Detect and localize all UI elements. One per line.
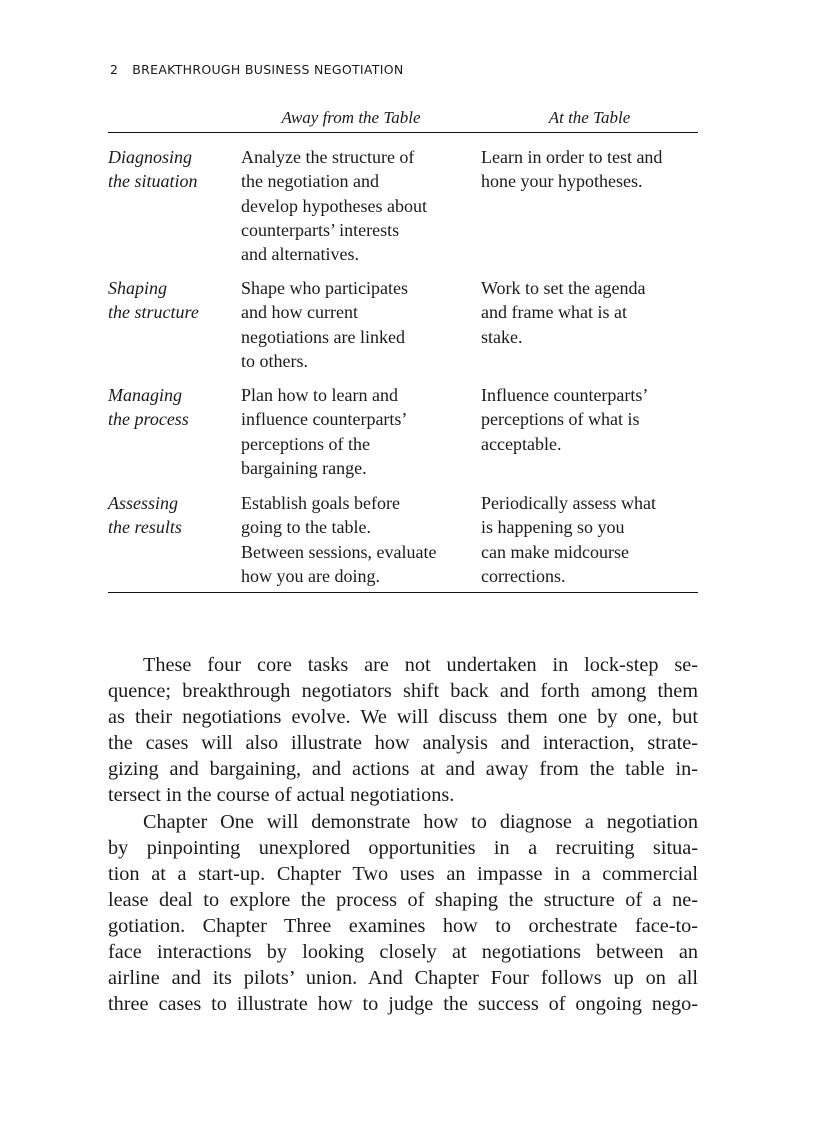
text-line: tion at a start-up. Chapter Two uses an impasse in a commercial [108, 863, 698, 885]
running-head [110, 62, 404, 77]
column-header-away: Away from the Table [281, 108, 421, 127]
away-cell: Analyze the structure of the negotiation and develop hypotheses about counterparts’ interests and alternatives. [241, 147, 427, 265]
at-cell: Work to set the agenda and frame what is at stake. [481, 278, 646, 347]
text-line: as their negotiations evolve. We will discuss them one by one, but [108, 706, 698, 728]
column-header-at: At the Table [548, 108, 631, 127]
text-line: tersect in the course of actual negotiations. [108, 784, 455, 806]
text-line: three cases to illustrate how to judge the success of ongoing nego- [108, 993, 698, 1015]
text-line: the cases will also illustrate how analysis and interaction, strate- [108, 732, 698, 754]
text-line: quence; breakthrough negotiators shift back and forth among them [108, 680, 698, 702]
table-top-rule [108, 132, 698, 133]
task-cell: Assessing the results [108, 493, 182, 538]
text-line: Chapter One will demonstrate how to diagnose a negotiation [143, 811, 698, 833]
text-line: airline and its pilots’ union. And Chapter Four follows up on all [108, 967, 698, 989]
task-cell: Managing the process [108, 385, 189, 430]
book-title: BREAKTHROUGH BUSINESS NEGOTIATION [132, 62, 404, 77]
away-cell: Plan how to learn and influence counterparts’ perceptions of the bargaining range. [241, 385, 408, 478]
body-paragraph [108, 809, 698, 1017]
task-cell: Shaping the structure [108, 278, 199, 323]
away-cell: Establish goals before going to the table. Between sessions, evaluate how you are doing. [241, 493, 437, 586]
text-line: lease deal to explore the process of shaping the structure of a ne- [108, 889, 698, 911]
at-cell: Periodically assess what is happening so you can make midcourse corrections. [481, 493, 656, 586]
at-cell: Learn in order to test and hone your hypotheses. [481, 147, 663, 192]
text-line: gotiation. Chapter Three examines how to orchestrate face-to- [108, 915, 698, 937]
text-line: These four core tasks are not undertaken in lock-step se- [143, 654, 698, 676]
body-paragraph [108, 652, 698, 808]
text-line: face interactions by looking closely at negotiations between an [108, 941, 698, 963]
at-cell: Influence counterparts’ perceptions of what is acceptable. [481, 385, 649, 454]
table-bottom-rule [108, 592, 698, 593]
text-line: by pinpointing unexplored opportunities in a recruiting situa- [108, 837, 698, 859]
task-cell: Diagnosing the situation [108, 147, 198, 192]
text-line: gizing and bargaining, and actions at and away from the table in- [108, 758, 698, 780]
page-number: 2 [110, 62, 119, 77]
away-cell: Shape who participates and how current negotiations are linked to others. [241, 278, 408, 371]
